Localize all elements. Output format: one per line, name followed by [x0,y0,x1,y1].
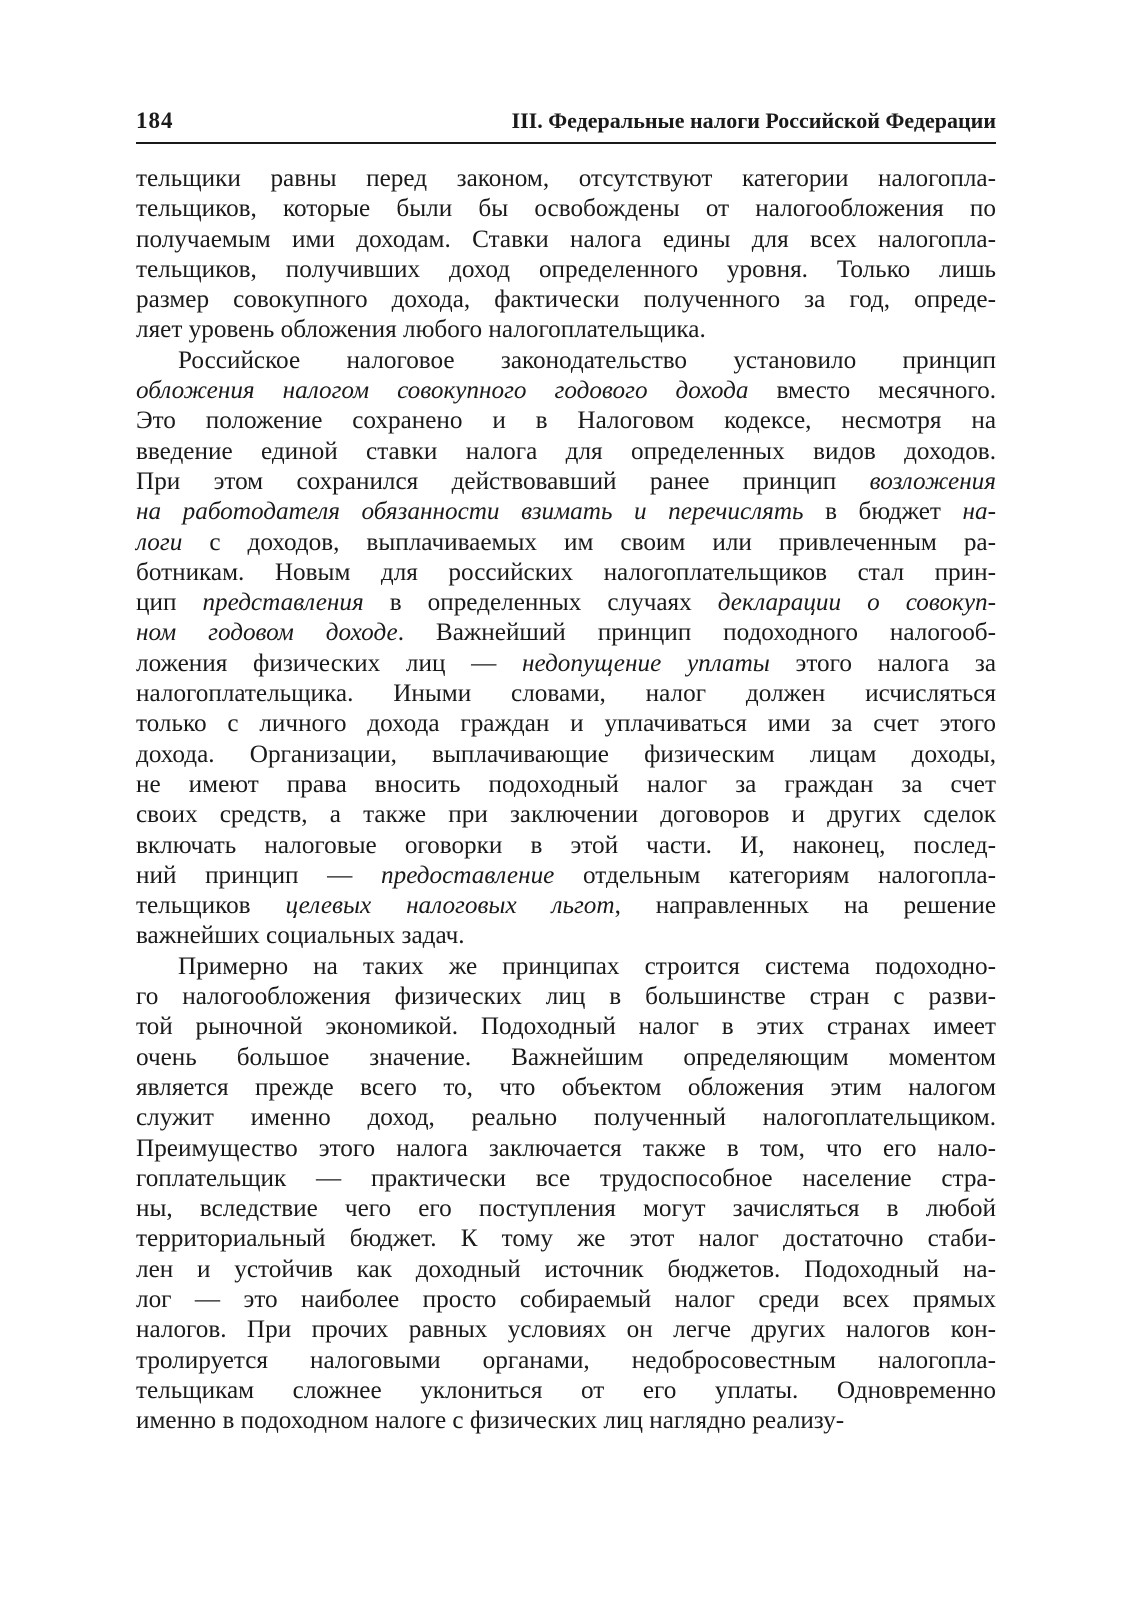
text-line [136,1194,996,1224]
text-line [136,437,996,467]
text-line [136,255,996,285]
text-line [136,346,996,376]
text-line [136,406,996,436]
page-number: 184 [136,108,174,133]
text-run: Примерно на таких же принципах строится система подоходно- [178,952,996,980]
text-run: ляет уровень обложения любого налогоплательщика. [136,316,706,344]
text-line [136,164,996,194]
text-run: , направленных на решение [614,892,996,920]
text-line [136,800,996,830]
text-line [136,225,996,255]
text-run: Это положение сохранено и в Налоговом кодексе, несмотря на [136,407,996,435]
text-run: в бюджет [803,498,963,526]
text-run: ны, вследствие чего его поступления могут зачисляться в любой [136,1195,996,1223]
text-line [136,558,996,588]
text-run: вместо месячного. [748,377,996,405]
italic-phrase: целевых налоговых льгот [285,892,615,920]
italic-phrase: обложения налогом совокупного годового дохода [136,377,749,405]
paragraph-1 [136,164,996,346]
text-line [136,1012,996,1042]
text-line [136,315,996,345]
text-line [136,649,996,679]
text-line [136,1376,996,1406]
text-line [136,982,996,1012]
text-line [136,588,996,618]
text-line [136,1285,996,1315]
text-run: тельщиков, которые были бы освобождены от налогообложения по [136,195,996,223]
text-run: с доходов, выплачиваемых им своим или привлеченным ра- [182,528,996,556]
text-run: лен и устойчив как доходный источник бюджетов. Подоходный на- [136,1255,996,1283]
text-line [136,1043,996,1073]
text-run: Российское налоговое законодательство установило принцип [178,346,996,374]
italic-phrase: представления [202,589,364,617]
text-run: ложения физических лиц — [136,649,523,677]
text-line [136,1406,996,1436]
italic-phrase: логи [136,528,183,556]
italic-phrase: декларации о совокуп- [717,589,996,617]
text-run: размер совокупного дохода, фактически полученного за год, опреде- [136,286,996,314]
text-run: тельщикам сложнее уклониться от его уплаты. Одновременно [136,1376,996,1404]
italic-phrase: предоставление [381,861,555,889]
text-run: в определенных случаях [363,589,718,617]
text-run: лог — это наиболее просто собираемый налог среди всех прямых [136,1285,996,1313]
italic-phrase: недопущение уплаты [522,649,770,677]
text-run: тельщиков [136,892,286,920]
text-line [136,285,996,315]
text-line [136,1164,996,1194]
paragraph-3 [136,952,996,1437]
paragraph-2 [136,346,996,952]
text-run: тельщиков, получивших доход определенного уровня. Только лишь [136,255,996,283]
italic-phrase: ном годовом доходе [136,619,398,647]
text-line [136,921,996,951]
text-run: тельщики равны перед законом, отсутствуют категории налогопла- [136,165,996,192]
text-line [136,679,996,709]
running-title: III. Федеральные налоги Российской Федерации [511,108,996,133]
text-line [136,770,996,800]
text-run: тролируется налоговыми органами, недобросовестным налогопла- [136,1346,996,1374]
text-run: является прежде всего то, что объектом обложения этим налогом [136,1073,996,1101]
text-run: получаемым ими доходам. Ставки налога едины для всех налогопла- [136,225,996,253]
text-line [136,1346,996,1376]
text-line [136,1255,996,1285]
text-run: той рыночной экономикой. Подоходный налог в этих странах имеет [136,1013,996,1041]
text-line [136,891,996,921]
text-line [136,1315,996,1345]
text-run: отдельным категориям налогопла- [554,861,996,889]
text-line [136,831,996,861]
text-run: гоплательщик — практически все трудоспособное население стра- [136,1164,996,1192]
text-line [136,528,996,558]
text-line [136,1073,996,1103]
text-run: включать налоговые оговорки в этой части. И, наконец, послед- [136,831,996,859]
text-run: . Важнейший принцип подоходного налогооб- [397,619,997,647]
text-run: очень большое значение. Важнейшим определяющим моментом [136,1043,996,1071]
text-run: своих средств, а также при заключении договоров и других сделок [136,801,996,829]
text-line [136,740,996,770]
text-run: не имеют права вносить подоходный налог за граждан за счет [136,770,996,798]
text-line [136,467,996,497]
text-line [136,497,996,527]
text-run: цип [136,589,203,617]
italic-phrase: на работодателя обязанности взимать и перечислять [136,498,804,526]
text-run: дохода. Организации, выплачивающие физическим лицам доходы, [136,740,996,768]
text-run: При этом сохранился действовавший ранее принцип [136,467,870,495]
text-run: важнейших социальных задач. [136,922,465,950]
italic-phrase: возложения [869,467,996,495]
text-run: введение единой ставки налога для определенных видов доходов. [136,437,996,465]
text-run: этого налога за [769,649,996,677]
text-line [136,861,996,891]
text-line [136,952,996,982]
text-run: ботникам. Новым для российских налогоплательщиков стал прин- [136,558,996,586]
text-run: ний принцип — [136,861,381,889]
text-line [136,194,996,224]
text-run: го налогообложения физических лиц в большинстве стран с разви- [136,983,996,1011]
page-header [136,108,996,144]
text-line [136,1103,996,1133]
text-run: только с личного дохода граждан и уплачиваться ими за счет этого [136,710,996,738]
text-run: Преимущество этого налога заключается также в том, что его нало- [136,1134,996,1162]
text-run: налогоплательщика. Иными словами, налог должен исчисляться [136,680,996,708]
text-run: налогов. При прочих равных условиях он легче других налогов кон- [136,1316,996,1344]
page-body [136,164,996,1436]
text-line [136,376,996,406]
text-line [136,1224,996,1254]
text-line [136,1134,996,1164]
text-line [136,618,996,648]
book-page [136,108,996,1436]
text-run: территориальный бюджет. К тому же этот налог достаточно стаби- [136,1225,996,1253]
text-run: служит именно доход, реально полученный налогоплательщиком. [136,1104,996,1132]
italic-phrase: на- [962,498,996,526]
text-run: именно в подоходном налоге с физических лиц наглядно реализу- [136,1407,845,1435]
text-line [136,709,996,739]
